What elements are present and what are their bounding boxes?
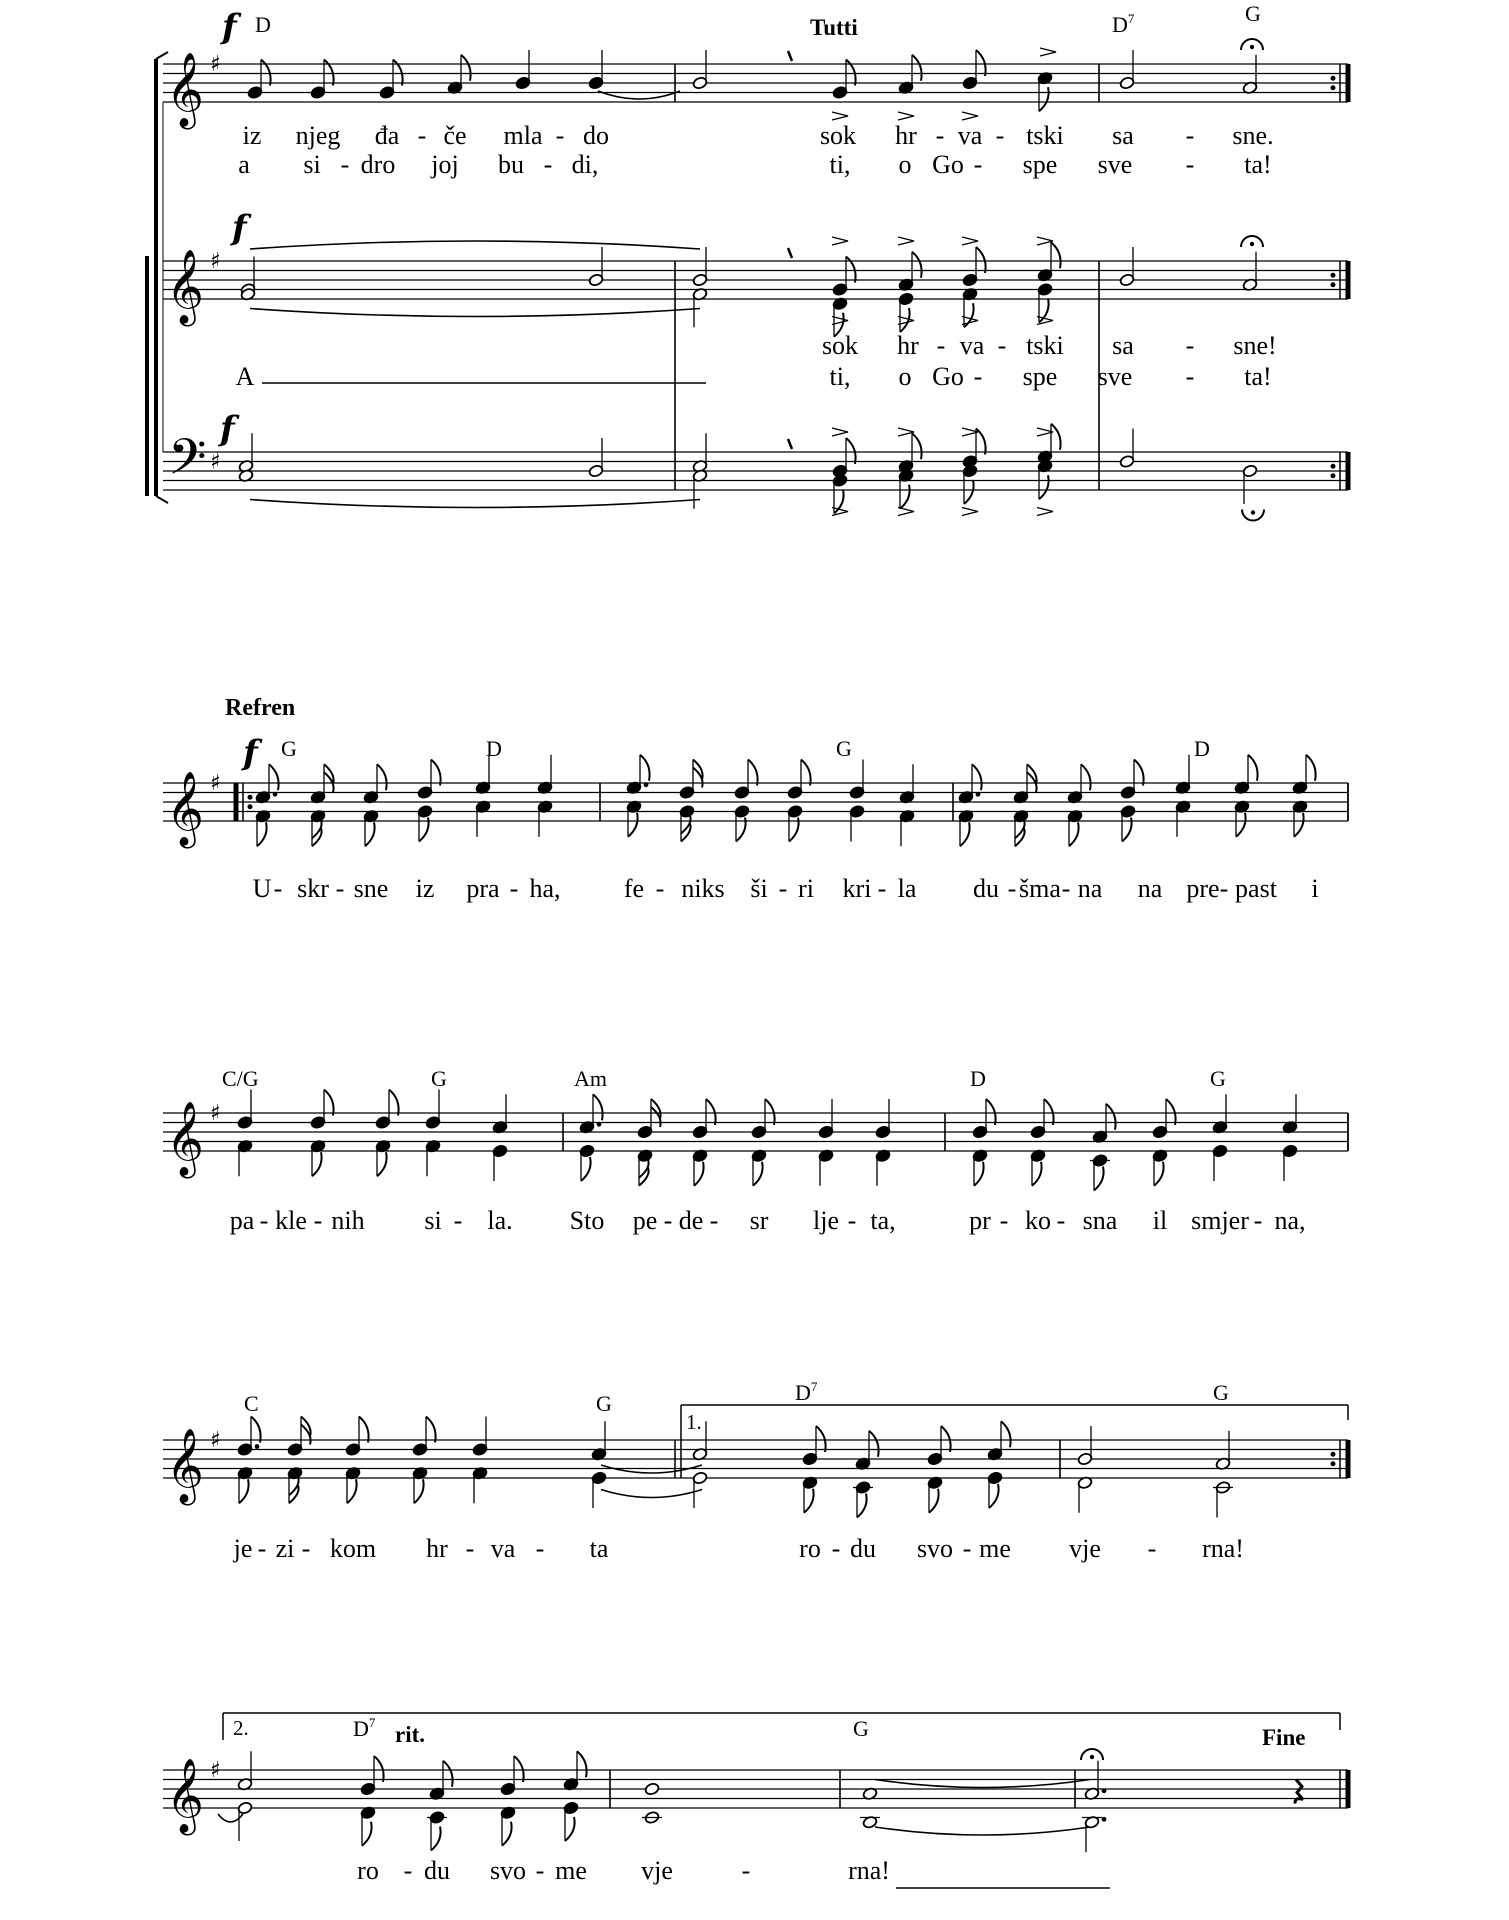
chord-symbol: D	[486, 736, 502, 761]
lyric-syllable: niks	[681, 874, 725, 903]
accent-mark	[898, 508, 914, 516]
flag	[312, 1152, 322, 1176]
lyric-syllable: bu	[498, 150, 524, 179]
key-signature-sharp: ♯	[210, 1428, 221, 1453]
lyric-syllable: i	[1311, 874, 1319, 903]
section-label-refren: Refren	[225, 695, 296, 721]
flag	[239, 1479, 249, 1503]
lyric-syllable: -	[1219, 874, 1229, 903]
flag	[1306, 755, 1316, 781]
accent-mark	[898, 237, 914, 245]
chord-symbol: G	[1245, 1, 1261, 26]
lyric-syllable: o	[898, 150, 912, 179]
dot	[1102, 1788, 1107, 1793]
flag	[1032, 1162, 1042, 1186]
flag	[1094, 1167, 1104, 1191]
lyric-syllable: kri	[842, 874, 872, 903]
lyric-syllable: si	[424, 1206, 442, 1235]
chord-symbol: D	[255, 12, 271, 37]
flag	[377, 764, 387, 790]
lyric-syllable: ha,	[529, 874, 561, 903]
flag	[581, 1157, 591, 1181]
lyric-syllable: -	[417, 121, 427, 150]
lyric-syllable: -	[709, 1206, 719, 1235]
key-signature-sharp: ♯	[210, 52, 221, 77]
repeat-dot	[248, 804, 253, 809]
flag	[900, 308, 910, 332]
accent-mark	[962, 508, 978, 516]
lyric-syllable: Sto	[569, 1206, 605, 1235]
dot	[1102, 1817, 1107, 1822]
tie	[875, 1827, 1090, 1835]
repeat-dot	[1331, 85, 1336, 90]
lyric-syllable: de	[678, 1206, 704, 1235]
ritardando-marking: rit.	[395, 1722, 426, 1747]
dynamic-forte: f	[243, 733, 258, 773]
flag	[365, 822, 375, 846]
tutti-marking: Tutti	[810, 15, 858, 40]
fermata-dot	[1090, 1755, 1094, 1759]
volta-1-label: 1.	[686, 1410, 702, 1434]
lyric-syllable: ri	[798, 874, 814, 903]
flag	[426, 1417, 436, 1443]
lyric-syllable: -	[335, 874, 345, 903]
lyric-syllable: sne	[353, 874, 389, 903]
accent-mark	[962, 112, 978, 120]
lyric-syllable: -	[1147, 1534, 1157, 1563]
system-bracket	[156, 496, 168, 503]
lyric-syllable: sr	[749, 1206, 769, 1235]
chord-symbol: D	[1194, 736, 1210, 761]
lyric-syllable: -	[509, 874, 519, 903]
chord-symbol: $D^7$	[353, 1715, 376, 1741]
flag	[986, 1099, 996, 1125]
repeat-dot	[1331, 76, 1336, 81]
lyric-syllable: past	[1235, 874, 1277, 903]
lyric-syllable: -	[1185, 331, 1195, 360]
flag	[1051, 424, 1061, 450]
chord-symbol: $D^7$	[1112, 11, 1135, 37]
tie	[250, 309, 700, 317]
dot	[976, 792, 981, 797]
lyric-syllable: joj	[431, 150, 459, 179]
lyric-syllable: rna!	[848, 1856, 890, 1885]
flag	[765, 1099, 775, 1125]
lyric-syllable: -	[936, 331, 946, 360]
lyric-syllable: sa	[1112, 121, 1134, 150]
lyric-syllable: -	[935, 121, 945, 150]
chord-symbol: C	[244, 1391, 259, 1416]
accent-mark	[898, 112, 914, 120]
flag	[593, 1094, 603, 1120]
chord-symbol: D	[970, 1066, 986, 1091]
lyric-syllable: -	[973, 150, 983, 179]
lyric-syllable: -	[313, 1206, 323, 1235]
chord-symbol: $D^7$	[795, 1379, 818, 1405]
lyric-syllable: -	[465, 1534, 475, 1563]
quarter-rest	[1295, 1780, 1303, 1804]
flag	[1069, 822, 1079, 846]
key-signature-sharp: ♯	[210, 249, 221, 274]
flag	[869, 1431, 879, 1457]
flag	[976, 247, 986, 273]
flag	[816, 1426, 826, 1452]
lyric-syllable: svo	[489, 1856, 527, 1885]
flag	[964, 480, 974, 504]
volta-2-label: 2.	[233, 1716, 249, 1740]
fermata-dot	[1251, 510, 1255, 514]
flag	[960, 822, 970, 846]
lyric-syllable: nih	[331, 1206, 365, 1235]
breath-mark	[788, 439, 792, 449]
flag	[443, 1761, 453, 1787]
accent-mark	[1037, 508, 1053, 516]
lyric-syllable: -	[273, 874, 283, 903]
lyric-syllable: -	[535, 1534, 545, 1563]
lyric-syllable: -	[973, 362, 983, 391]
lyric-syllable: ta	[589, 1534, 609, 1563]
treble-clef: 𝄞	[166, 1429, 204, 1503]
flag	[846, 438, 856, 464]
lyric-syllable: U	[252, 874, 272, 903]
lyric-syllable: pre	[1186, 874, 1220, 903]
lyric-syllable: -	[403, 1856, 413, 1885]
flag	[431, 760, 441, 786]
lyric-syllable: -	[1185, 121, 1195, 150]
lyric-syllable: la	[897, 874, 917, 903]
lyric-syllable: -	[995, 121, 1005, 150]
lyric-syllable: -	[535, 1856, 545, 1885]
lyric-syllable: ta,	[870, 1206, 896, 1235]
fermata-dot	[1250, 45, 1254, 49]
flag	[269, 764, 279, 790]
lyric-syllable: a	[238, 150, 250, 179]
flag	[976, 50, 986, 76]
chord-symbol: C/G	[222, 1066, 259, 1091]
flag	[324, 1090, 334, 1116]
lyric-syllable: spe	[1022, 150, 1058, 179]
treble-clef: 𝄞	[166, 53, 204, 127]
lyric-syllable: -	[340, 150, 350, 179]
treble-clef: 𝄞	[166, 1102, 204, 1176]
tie	[601, 1490, 702, 1498]
chord-symbol: G	[431, 1066, 447, 1091]
lyric-syllable: -	[1061, 874, 1071, 903]
lyric-syllable: ta!	[1244, 150, 1272, 179]
lyric-syllable: -	[301, 1534, 311, 1563]
lyric-syllable: -	[847, 1206, 857, 1235]
lyric-syllable: rna!	[1202, 1534, 1244, 1563]
flag	[257, 822, 267, 846]
chord-symbol: G	[853, 1716, 869, 1741]
notehead	[644, 1782, 660, 1796]
flag	[912, 252, 922, 278]
lyric-syllable: sve	[1097, 150, 1133, 179]
fermata-dot	[1250, 242, 1254, 246]
repeat-dot	[1331, 473, 1336, 478]
flag	[461, 55, 471, 81]
lyric-syllable: dro	[360, 150, 396, 179]
lyric-syllable: -	[555, 121, 565, 150]
treble-clef: 𝄞	[166, 1759, 204, 1833]
chord-symbol: G	[1210, 1066, 1226, 1091]
flag	[414, 1479, 424, 1503]
flag	[989, 1484, 999, 1508]
flag	[694, 1162, 704, 1186]
lyric-syllable: vje	[1069, 1534, 1101, 1563]
flag	[1044, 1099, 1054, 1125]
lyric-syllable: sa	[1112, 331, 1134, 360]
flag	[389, 1090, 399, 1116]
flag	[941, 1426, 951, 1452]
chord-symbol: G	[836, 736, 852, 761]
flag	[359, 1417, 369, 1443]
lyric-syllable: pr	[969, 1206, 991, 1235]
lyric-syllable: -	[999, 1206, 1009, 1235]
lyric-syllable: mla	[503, 121, 543, 150]
lyric-syllable: va	[490, 1534, 516, 1563]
lyric-syllable: kle	[275, 1206, 307, 1235]
lyric-syllable: -	[741, 1856, 751, 1885]
lyric-syllable: kom	[329, 1534, 377, 1563]
lyric-syllable: du	[850, 1534, 876, 1563]
accent-mark	[832, 112, 848, 120]
flag	[1039, 87, 1049, 111]
lyric-syllable: sok	[819, 121, 857, 150]
flag	[753, 1162, 763, 1186]
flag	[1154, 1162, 1164, 1186]
dot	[597, 1122, 602, 1127]
flag	[1236, 813, 1246, 837]
lyric-syllable: ro	[357, 1856, 379, 1885]
lyric-syllable: ti,	[829, 150, 851, 179]
lyric-syllable: ko	[1025, 1206, 1051, 1235]
lyric-syllable: -	[877, 874, 887, 903]
lyric-syllable: Go	[932, 362, 964, 391]
flag	[706, 1099, 716, 1125]
lyric-syllable: sne!	[1233, 331, 1277, 360]
lyric-syllable: svo	[916, 1534, 954, 1563]
flag	[804, 1489, 814, 1513]
lyric-syllable: -	[655, 874, 665, 903]
flag	[912, 55, 922, 81]
lyric-syllable: pra	[466, 874, 500, 903]
lyric-syllable: ti,	[829, 362, 851, 391]
flag	[1039, 475, 1049, 499]
flag	[640, 755, 650, 781]
lyric-syllable: -	[1185, 150, 1195, 179]
flag	[912, 433, 922, 459]
lyric-syllable: Go	[932, 150, 964, 179]
lyric-syllable: -	[543, 150, 553, 179]
lyric-syllable: iz	[242, 121, 262, 150]
lyric-syllable: -	[962, 1534, 972, 1563]
bass-clef: 𝄢	[168, 428, 207, 499]
key-signature-sharp: ♯	[210, 449, 221, 475]
flag	[251, 1417, 261, 1443]
lyric-syllable: če	[443, 121, 467, 150]
accent-mark	[832, 428, 848, 436]
dynamic-forte: f	[222, 7, 237, 47]
lyric-syllable: tski	[1026, 331, 1064, 360]
flag	[628, 813, 638, 837]
flag	[1051, 242, 1061, 268]
breath-mark	[788, 248, 792, 258]
lyric-syllable: -	[1253, 1206, 1263, 1235]
lyric-syllable: me	[979, 1534, 1011, 1563]
lyric-syllable: smjer	[1191, 1206, 1249, 1235]
flag	[972, 764, 982, 790]
flag	[929, 1489, 939, 1513]
flag	[377, 1152, 387, 1176]
key-signature-sharp: ♯	[210, 1101, 221, 1126]
flag	[801, 760, 811, 786]
lyric-syllable: -	[997, 331, 1007, 360]
lyric-syllable: sna	[1082, 1206, 1118, 1235]
flag	[514, 1756, 524, 1782]
lyric-syllable: -	[1056, 1206, 1066, 1235]
lyric-syllable: va	[957, 121, 983, 150]
dynamic-forte: f	[220, 409, 235, 449]
lyric-syllable: hr	[897, 331, 919, 360]
lyric-syllable: lje	[813, 1206, 839, 1235]
lyric-syllable: la.	[487, 1206, 513, 1235]
lyric-syllable: đa	[374, 121, 400, 150]
lyric-syllable: pe	[632, 1206, 658, 1235]
lyric-syllable: ro	[799, 1534, 821, 1563]
fine-marking: Fine	[1262, 1725, 1306, 1750]
repeat-dot	[1331, 464, 1336, 469]
lyric-syllable: o	[898, 362, 912, 391]
flag	[565, 1817, 575, 1841]
flag	[1001, 1421, 1011, 1447]
flag	[748, 760, 758, 786]
treble-clef: 𝄞	[166, 772, 204, 846]
flag	[1081, 764, 1091, 790]
lyric-syllable: vje	[641, 1856, 673, 1885]
lyric-syllable: sve	[1097, 362, 1133, 391]
accent-mark	[1040, 48, 1056, 56]
breath-mark	[788, 51, 792, 61]
lyric-syllable: pa	[229, 1206, 255, 1235]
lyric-syllable: si	[303, 150, 321, 179]
lyric-syllable: di,	[571, 150, 599, 179]
flag	[362, 1822, 372, 1846]
lyric-syllable: iz	[415, 874, 435, 903]
repeat-dot	[1331, 282, 1336, 287]
flag	[502, 1822, 512, 1846]
flag	[374, 1756, 384, 1782]
chord-symbol: Am	[574, 1066, 607, 1091]
lyric-syllable: hr	[426, 1534, 448, 1563]
lyric-syllable: me	[555, 1856, 587, 1885]
lyric-syllable: -	[663, 1206, 673, 1235]
lyric-syllable: zi	[275, 1534, 295, 1563]
lyric-syllable: -	[259, 1206, 269, 1235]
flag	[1166, 1099, 1176, 1125]
flag	[974, 1162, 984, 1186]
lyric-syllable: skr	[297, 874, 329, 903]
key-signature-sharp: ♯	[210, 1758, 221, 1783]
flag	[1294, 813, 1304, 837]
tie	[250, 241, 700, 249]
dynamic-forte: f	[232, 208, 247, 248]
lyric-syllable: na	[1137, 874, 1163, 903]
dot	[255, 1444, 260, 1449]
flag	[857, 1494, 867, 1518]
lyric-syllable: va	[959, 331, 985, 360]
lyric-syllable: -	[1185, 362, 1195, 391]
lyric-syllable: A	[235, 362, 255, 391]
dot	[644, 782, 649, 787]
chord-symbol: G	[596, 1391, 612, 1416]
tie	[250, 500, 700, 508]
lyric-syllable: du	[973, 874, 999, 903]
lyric-syllable: ši	[750, 874, 768, 903]
chord-symbol: G	[1213, 1380, 1229, 1405]
flag	[577, 1751, 587, 1777]
lyric-syllable: sok	[821, 331, 859, 360]
tie	[875, 1780, 1090, 1788]
lyric-syllable: na	[1077, 874, 1103, 903]
lyric-syllable: spe	[1022, 362, 1058, 391]
lyric-syllable: do	[583, 121, 609, 150]
lyric-syllable: sne.	[1232, 121, 1274, 150]
lyric-syllable: hr	[895, 121, 917, 150]
key-signature-sharp: ♯	[210, 771, 221, 796]
flag	[1134, 760, 1144, 786]
repeat-dot	[1331, 273, 1336, 278]
flag	[347, 1479, 357, 1503]
dot	[273, 792, 278, 797]
treble-clef: 𝄞	[166, 250, 204, 324]
lyric-syllable: na,	[1274, 1206, 1306, 1235]
flag	[1248, 755, 1258, 781]
flag	[1106, 1104, 1116, 1130]
lyric-syllable: il	[1152, 1206, 1168, 1235]
repeat-dot	[1331, 1461, 1336, 1466]
flag	[900, 485, 910, 509]
lyric-syllable: je	[233, 1534, 253, 1563]
lyric-syllable: du	[424, 1856, 450, 1885]
repeat-dot	[248, 795, 253, 800]
lyric-syllable: fe	[623, 874, 645, 903]
lyric-syllable: -	[778, 874, 788, 903]
chord-symbol: G	[281, 736, 297, 761]
lyric-syllable: tski	[1026, 121, 1064, 150]
repeat-dot	[1331, 1452, 1336, 1457]
accent-mark	[962, 237, 978, 245]
flag	[431, 1827, 441, 1851]
lyric-syllable: šma	[1019, 874, 1061, 903]
lyric-syllable: -	[831, 1534, 841, 1563]
accent-mark	[832, 237, 848, 245]
lyric-syllable: njeg	[295, 121, 341, 150]
lyric-syllable: -	[1007, 874, 1017, 903]
lyric-syllable: ta!	[1244, 362, 1272, 391]
lyric-syllable: -	[257, 1534, 267, 1563]
lyric-syllable: -	[453, 1206, 463, 1235]
